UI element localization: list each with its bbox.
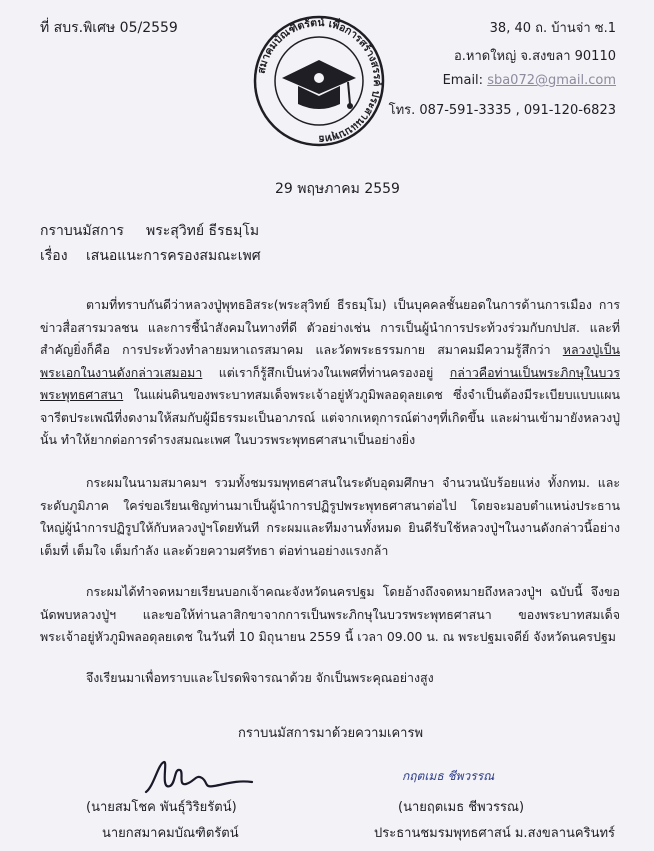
reference-number: ที่ สบร.พิเศษ 05/2559: [40, 20, 178, 36]
p3-text: กระผมได้ทำจดหมายเรียนบอกเจ้าคณะจังหวัดนครปฐม โดยอ้างถึงจดหมายถึงหลวงปู่ฯ ฉบับนี้ จึงขอนัดพบหลวงปู่ฯ และขอให้ท่านลาสิกขาจากการเป็นพระภิกษุในบวรพระพุทธศาสนา ของพระบาทสมเด็จพระเจ้าอยู่หัวภูมิพลอดุลยเดช ในวันที่ 10 มิถุนายน 2559 นี้ เวลา 09.00 น. ณ พระปฐมเจดีย์ จังหวัดนครปฐม: [40, 584, 620, 644]
body-paragraph-2: [40, 472, 620, 562]
signatory-1-title: นายกสมาคมบัณฑิตรัตน์: [102, 826, 239, 841]
salutation-label: กราบนมัสการ: [40, 223, 124, 239]
letter-date: 29 พฤษภาคม 2559: [275, 181, 400, 197]
address-line-1: 38, 40 ถ. บ้านจ่า ซ.1: [489, 21, 616, 36]
closing-line: กราบนมัสการมาด้วยความเคารพ: [238, 726, 424, 741]
p4-text: จึงเรียนมาเพื่อทราบและโปรดพิจารณาด้วย จักเป็นพระคุณอย่างสูง: [86, 670, 434, 685]
signatory-2-name: (นายฤตเมธ ชีพวรรณ): [398, 800, 525, 815]
signatory-1-name: (นายสมโชค พันธุ์วิริยรัตน์): [86, 800, 237, 815]
signature-left: [140, 756, 260, 798]
p1-text-a: ตามที่ทราบกันดีว่าหลวงปู่พุทธอิสระ(พระสุวิทย์ ธีรธมฺโม) เป็นบุคคลชั้นยอดในการด้านการเมือง การข่าวสื่อสารมวลชน และการชี้นำสังคมในทางที่ดี ตัวอย่างเช่น การเป็นผู้นำการประท้วงร่วมกับกปปส. และที่สำคัญยิ่งก็คือ การประท้วงทำลายมหาเถรสมาคม และวัดพระธรรมกาย สมาคมมีความรู้สึกว่า: [40, 297, 620, 357]
subject-label: เรื่อง: [40, 248, 68, 264]
graduation-cap-icon: [282, 60, 356, 109]
signature-right: [400, 760, 540, 790]
p1-text-c: ในแผ่นดินของพระบาทสมเด็จพระเจ้าอยู่หัวภูมิพลอดุลยเดช ซึ่งจำเป็นต้องมีระเบียบแบบแผน จารีตประเพณีที่งดงามให้สมกับผู้มีธรรมะเป็นอาภรณ์ แต่จากเหตุการณ์ต่างๆที่เกิดขึ้น และผ่านเข้ามายังหลวงปู่นั้น ทำให้ยากต่อการดำรงสมณะเพศ ในบวรพระพุทธศาสนาเป็นอย่างยิ่ง: [40, 387, 620, 447]
recipient-name: พระสุวิทย์ ธีรธมฺโม: [146, 223, 260, 239]
email-link[interactable]: sba072@gmail.com: [487, 73, 616, 88]
logo-ring-text: สมาคมบัณฑิตรัตน์ เพื่อการสร้างสรรค์ ประสานแบบพุทธ: [255, 16, 384, 146]
email-line: [443, 73, 616, 88]
p2-text: กระผมในนามสมาคมฯ รวมทั้งชมรมพุทธศาสนในระดับอุดมศึกษา จำนวนนับร้อยแห่ง ทั้งกทม. และระดับภูมิภาค ใคร่ขอเรียนเชิญท่านมาเป็นผู้นำการปฏิรูปพระพุทธศาสนาต่อไป โดยจะมอบตำแหน่งประธานใหญ่ผู้นำการปฏิรูปให้กับหลวงปู่ฯโดยทันที กระผมและทีมงานทั้งหมด ยินดีรับใช้หลวงปู่ฯในงานดังกล่าวนี้อย่างเต็มที่ เต็มใจ เต็มกำลัง และด้วยความศรัทธา ต่อท่านอย่างแรงกล้า: [40, 475, 620, 558]
subject-text: เสนอแนะการครองสมณะเพศ: [86, 248, 261, 264]
p1-underline-2: กล่าวคือท่านเป็นพระภิกษุในบวรพระพุทธศาสนา: [40, 364, 620, 402]
p1-text-b: แต่เราก็รู้สึกเป็นห่วงในเพศที่ท่านครองอยู่: [202, 364, 450, 380]
association-logo: [250, 12, 388, 150]
phone-line: โทร. 087-591-3335 , 091-120-6823: [388, 103, 616, 118]
handwritten-signature: กฤตเมธ ชีพวรรณ: [402, 769, 495, 783]
email-label: Email:: [442, 73, 488, 88]
body-paragraph-3: [40, 581, 620, 649]
body-paragraph-1: [40, 294, 620, 452]
signatory-2-title: ประธานชมรมพุทธศาสน์ ม.สงขลานครินทร์: [374, 826, 616, 841]
body-paragraph-4: [40, 667, 620, 690]
address-line-2: อ.หาดใหญ่ จ.สงขลา 90110: [453, 49, 616, 64]
p1-underline-1: หลวงปู่เป็นพระเอกในงานดังกล่าวเสมอมา: [40, 342, 620, 380]
